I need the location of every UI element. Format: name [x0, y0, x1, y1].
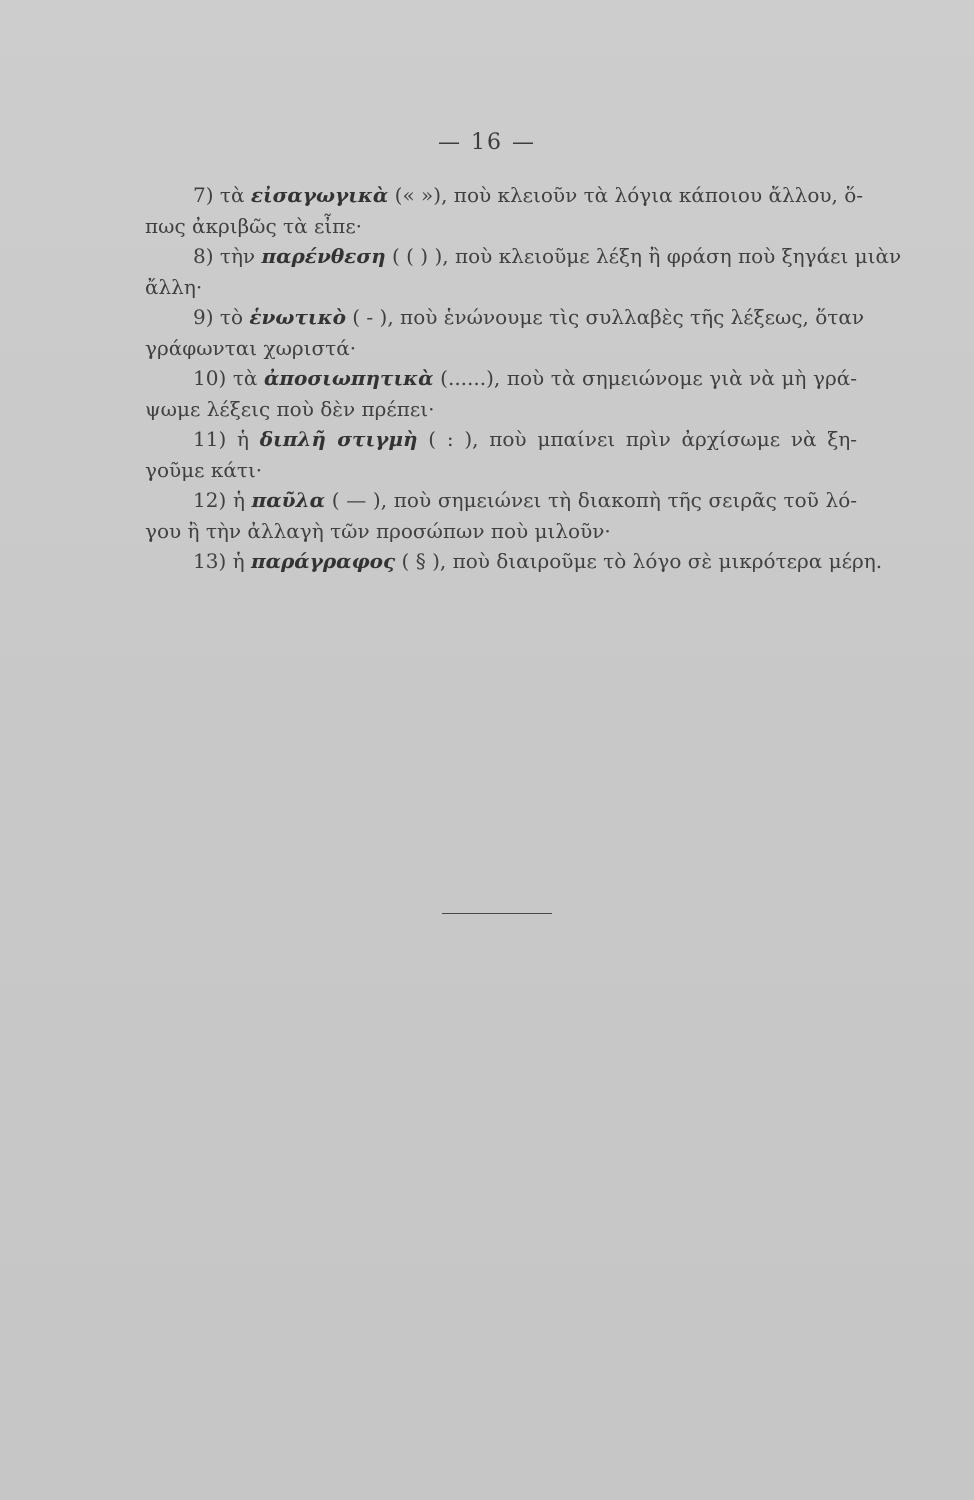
list-item-10-line-1 — [145, 363, 857, 394]
line-text: ( § ), ποὺ διαιροῦμε τὸ λόγο σὲ μικρότερα μέρη. — [395, 549, 883, 573]
list-item-12-line-1 — [145, 485, 857, 516]
section-divider — [442, 913, 552, 914]
line-text: 9) τὸ — [193, 305, 250, 329]
term: παρένθεση — [261, 244, 386, 268]
line-text: πως ἀκριβῶς τὰ εἶπε· — [145, 213, 363, 238]
line-text: γου ἢ τὴν ἀλλαγὴ τῶν προσώπων ποὺ μιλοῦν· — [145, 518, 611, 543]
punctuation-list — [145, 180, 902, 577]
line-text: 8) τὴν — [193, 244, 262, 268]
line-text: 13) ἡ — [193, 549, 251, 573]
term: διπλῆ στιγμὴ — [259, 427, 418, 451]
list-item-11-line-2 — [145, 455, 857, 486]
line-text: 12) ἡ — [193, 488, 252, 512]
list-item-11-line-1 — [145, 424, 857, 455]
line-text: ( : ), ποὺ μπαίνει πρὶν ἀρχίσωμε νὰ ξη- — [417, 427, 857, 451]
list-item-13-line-1 — [145, 546, 883, 577]
line-text: (« »), ποὺ κλειοῦν τὰ λόγια κάποιου ἄλλου, ὅ- — [388, 183, 864, 207]
list-item-12-line-2 — [145, 516, 857, 547]
list-item-9-line-1 — [145, 302, 865, 333]
line-text: ἄλλη· — [145, 274, 203, 299]
line-text: 7) τὰ — [193, 183, 251, 207]
term: εἰσαγωγικὰ — [250, 183, 389, 207]
line-text: 10) τὰ — [193, 366, 265, 390]
list-item-7-line-2 — [145, 211, 857, 242]
line-text: ( - ), ποὺ ἑνώνουμε τὶς συλλαβὲς τῆς λέξεως, ὅταν — [345, 305, 865, 329]
list-item-7-line-1 — [145, 180, 864, 211]
line-text: γράφωνται χωριστά· — [145, 335, 357, 360]
line-text: ( ( ) ), ποὺ κλειοῦμε λέξη ἢ φράση ποὺ ξηγάει μιὰν — [385, 244, 902, 268]
list-item-8-line-1 — [145, 241, 902, 272]
line-text: ψωμε λέξεις ποὺ δὲν πρέπει· — [145, 396, 435, 421]
term: ἀποσιωπητικὰ — [264, 366, 434, 390]
term: παῦλα — [251, 488, 325, 512]
page-number: — 16 — — [438, 130, 536, 155]
line-text: ( — ), ποὺ σημειώνει τὴ διακοπὴ τῆς σειρᾶς τοῦ λό- — [324, 488, 857, 512]
line-text: (......), ποὺ τὰ σημειώνομε γιὰ νὰ μὴ γρά- — [433, 366, 857, 390]
term: παράγραφος — [250, 549, 396, 573]
list-item-9-line-2 — [145, 333, 857, 364]
list-item-8-line-2 — [145, 272, 857, 303]
line-text: γοῦμε κάτι· — [145, 457, 263, 482]
term: ἑνωτικὸ — [249, 305, 346, 329]
line-text: 11) ἡ — [193, 427, 260, 451]
list-item-10-line-2 — [145, 394, 857, 425]
